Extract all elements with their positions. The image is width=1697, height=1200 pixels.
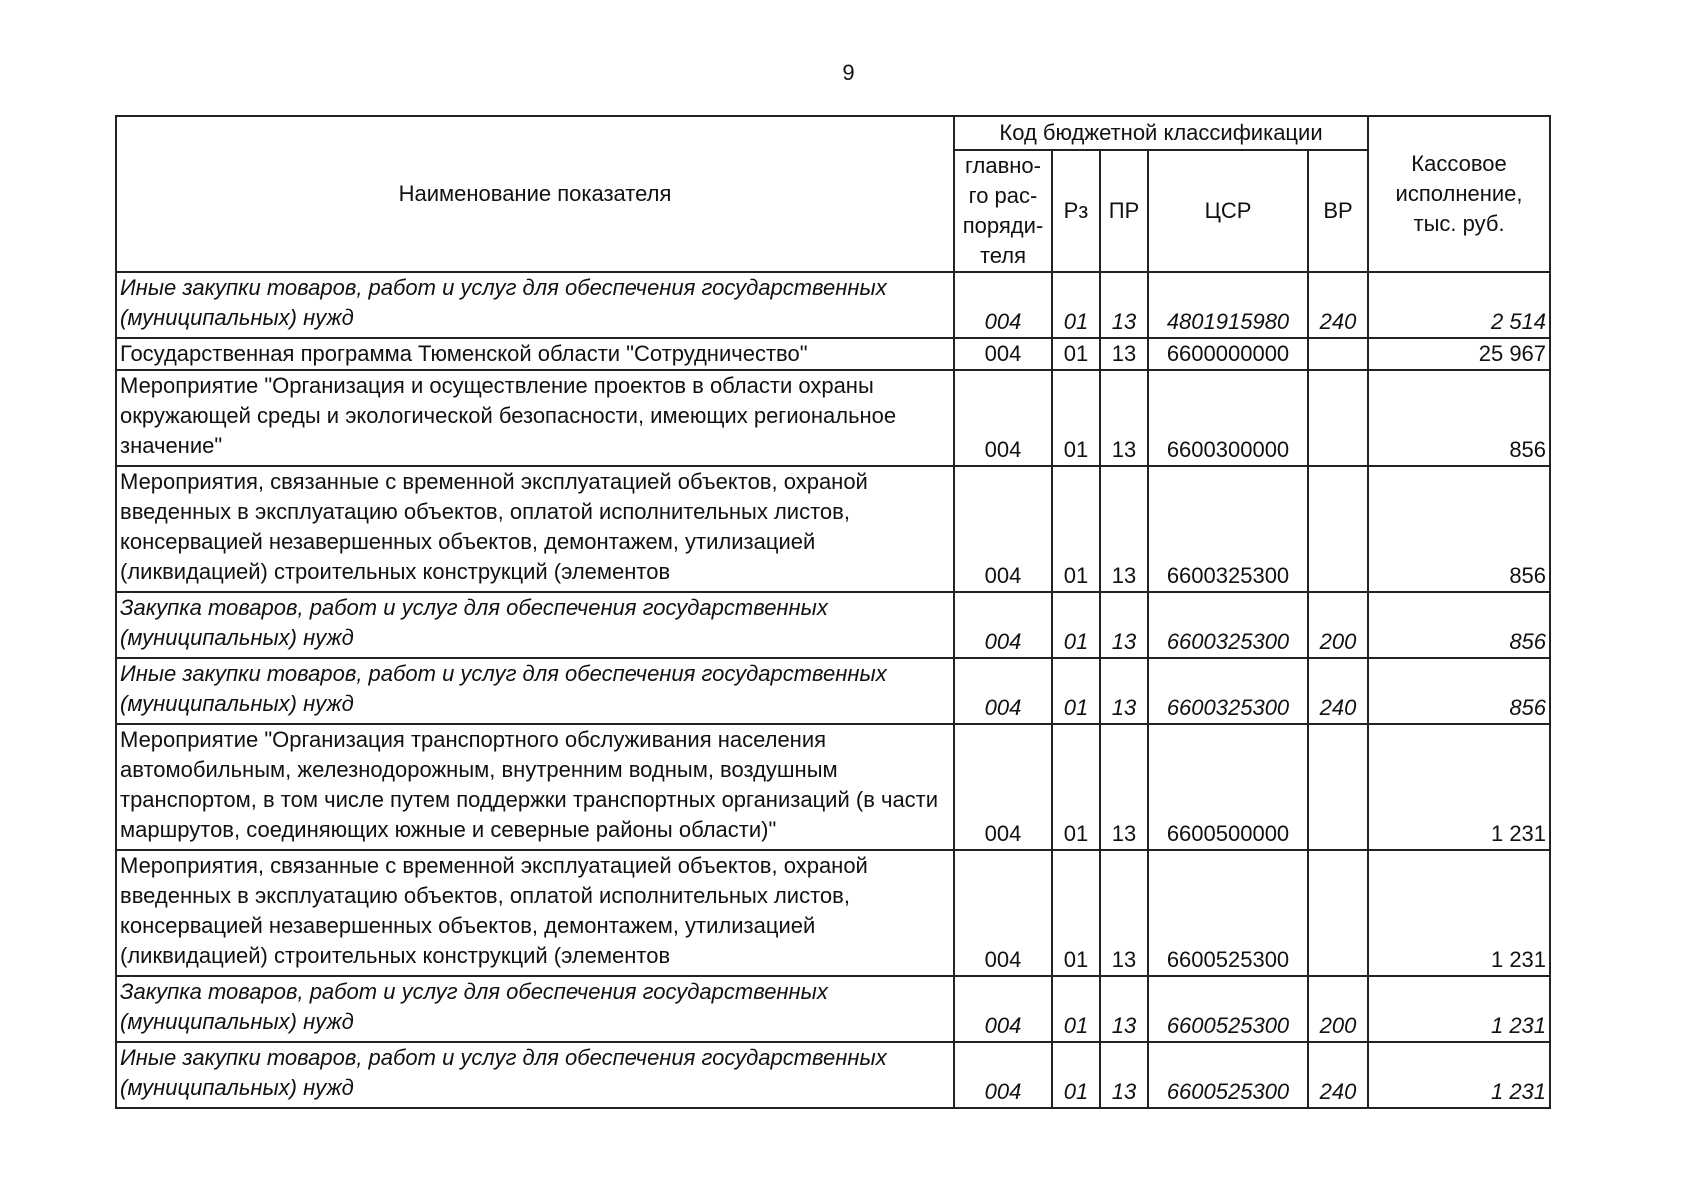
- cell-rz: 01: [1052, 272, 1100, 338]
- cell-amount: 1 231: [1368, 976, 1550, 1042]
- cell-pr: 13: [1100, 370, 1148, 466]
- cell-csr: 6600325300: [1148, 592, 1308, 658]
- cell-name: Мероприятия, связанные с временной эксплуатацией объектов, охраной введенных в эксплуатацию объектов, оплатой исполнительных листов, консервацией незавершенных объектов, демонтажем, утилизацией (ликвидацией) строительных конструкций (элементов: [116, 850, 954, 976]
- cell-pr: 13: [1100, 592, 1148, 658]
- cell-grbs: 004: [954, 370, 1052, 466]
- cell-csr: 6600525300: [1148, 976, 1308, 1042]
- cell-rz: 01: [1052, 1042, 1100, 1108]
- header-amount: [1368, 116, 1550, 272]
- table-row: [116, 1042, 1550, 1108]
- table-row: [116, 658, 1550, 724]
- header-grbs-label: главно- го рас- поряди- теля: [962, 153, 1044, 268]
- cell-rz: 01: [1052, 850, 1100, 976]
- cell-csr: 6600300000: [1148, 370, 1308, 466]
- cell-pr: 13: [1100, 976, 1148, 1042]
- cell-name: Государственная программа Тюменской области "Сотрудничество": [116, 338, 954, 370]
- cell-amount: 856: [1368, 370, 1550, 466]
- cell-rz: 01: [1052, 724, 1100, 850]
- cell-pr: 13: [1100, 658, 1148, 724]
- cell-amount: 856: [1368, 592, 1550, 658]
- cell-rz: 01: [1052, 370, 1100, 466]
- cell-name: Иные закупки товаров, работ и услуг для обеспечения государственных (муниципальных) нужд: [116, 658, 954, 724]
- cell-grbs: 004: [954, 338, 1052, 370]
- header-rz: Рз: [1052, 150, 1100, 272]
- cell-name: Закупка товаров, работ и услуг для обеспечения государственных (муниципальных) нужд: [116, 592, 954, 658]
- cell-rz: 01: [1052, 338, 1100, 370]
- cell-amount: 1 231: [1368, 724, 1550, 850]
- cell-amount: 1 231: [1368, 850, 1550, 976]
- header-pr: ПР: [1100, 150, 1148, 272]
- table-row: [116, 338, 1550, 370]
- table-header: [116, 116, 1550, 272]
- cell-grbs: 004: [954, 1042, 1052, 1108]
- cell-csr: 4801915980: [1148, 272, 1308, 338]
- cell-pr: 13: [1100, 724, 1148, 850]
- header-csr: ЦСР: [1148, 150, 1308, 272]
- cell-csr: 6600325300: [1148, 466, 1308, 592]
- table-row: [116, 592, 1550, 658]
- cell-vr: 200: [1308, 592, 1368, 658]
- cell-vr: [1308, 466, 1368, 592]
- cell-csr: 6600525300: [1148, 850, 1308, 976]
- cell-vr: [1308, 724, 1368, 850]
- cell-grbs: 004: [954, 658, 1052, 724]
- cell-grbs: 004: [954, 592, 1052, 658]
- cell-name: Мероприятие "Организация и осуществление проектов в области охраны окружающей среды и экологической безопасности, имеющих региональное значение": [116, 370, 954, 466]
- cell-csr: 6600000000: [1148, 338, 1308, 370]
- cell-vr: [1308, 850, 1368, 976]
- table-row: [116, 976, 1550, 1042]
- cell-vr: 240: [1308, 658, 1368, 724]
- page-number: 9: [842, 60, 855, 85]
- table-row: [116, 724, 1550, 850]
- cell-grbs: 004: [954, 976, 1052, 1042]
- cell-amount: 1 231: [1368, 1042, 1550, 1108]
- cell-vr: 240: [1308, 1042, 1368, 1108]
- table-row: [116, 850, 1550, 976]
- cell-csr: 6600525300: [1148, 1042, 1308, 1108]
- cell-rz: 01: [1052, 658, 1100, 724]
- cell-vr: [1308, 370, 1368, 466]
- cell-amount: 25 967: [1368, 338, 1550, 370]
- cell-pr: 13: [1100, 850, 1148, 976]
- cell-amount: 2 514: [1368, 272, 1550, 338]
- cell-name: Мероприятие "Организация транспортного обслуживания населения автомобильным, железнодорожным, внутренним водным, воздушным транспортом, в том числе путем поддержки транспортных организаций (в части маршрутов, соединяющих южные и северные районы области)": [116, 724, 954, 850]
- cell-rz: 01: [1052, 592, 1100, 658]
- cell-pr: 13: [1100, 1042, 1148, 1108]
- table-body: [116, 272, 1550, 1108]
- cell-amount: 856: [1368, 658, 1550, 724]
- cell-name: Иные закупки товаров, работ и услуг для обеспечения государственных (муниципальных) нужд: [116, 1042, 954, 1108]
- cell-rz: 01: [1052, 466, 1100, 592]
- cell-amount: 856: [1368, 466, 1550, 592]
- header-amount-label: Кассовое исполнение, тыс. руб.: [1395, 151, 1523, 236]
- cell-grbs: 004: [954, 466, 1052, 592]
- cell-name: Мероприятия, связанные с временной эксплуатацией объектов, охраной введенных в эксплуатацию объектов, оплатой исполнительных листов, консервацией незавершенных объектов, демонтажем, утилизацией (ликвидацией) строительных конструкций (элементов: [116, 466, 954, 592]
- header-vr: ВР: [1308, 150, 1368, 272]
- cell-rz: 01: [1052, 976, 1100, 1042]
- cell-grbs: 004: [954, 850, 1052, 976]
- cell-pr: 13: [1100, 466, 1148, 592]
- cell-grbs: 004: [954, 272, 1052, 338]
- header-code-group: Код бюджетной классификации: [954, 116, 1368, 150]
- cell-pr: 13: [1100, 272, 1148, 338]
- budget-execution-table: [115, 115, 1551, 1109]
- header-name: Наименование показателя: [116, 116, 954, 272]
- cell-pr: 13: [1100, 338, 1148, 370]
- cell-vr: [1308, 338, 1368, 370]
- header-grbs: [954, 150, 1052, 272]
- table-row: [116, 272, 1550, 338]
- table-row: [116, 370, 1550, 466]
- table-row: [116, 466, 1550, 592]
- cell-vr: 240: [1308, 272, 1368, 338]
- cell-csr: 6600325300: [1148, 658, 1308, 724]
- cell-grbs: 004: [954, 724, 1052, 850]
- cell-name: Иные закупки товаров, работ и услуг для обеспечения государственных (муниципальных) нужд: [116, 272, 954, 338]
- cell-vr: 200: [1308, 976, 1368, 1042]
- cell-name: Закупка товаров, работ и услуг для обеспечения государственных (муниципальных) нужд: [116, 976, 954, 1042]
- cell-csr: 6600500000: [1148, 724, 1308, 850]
